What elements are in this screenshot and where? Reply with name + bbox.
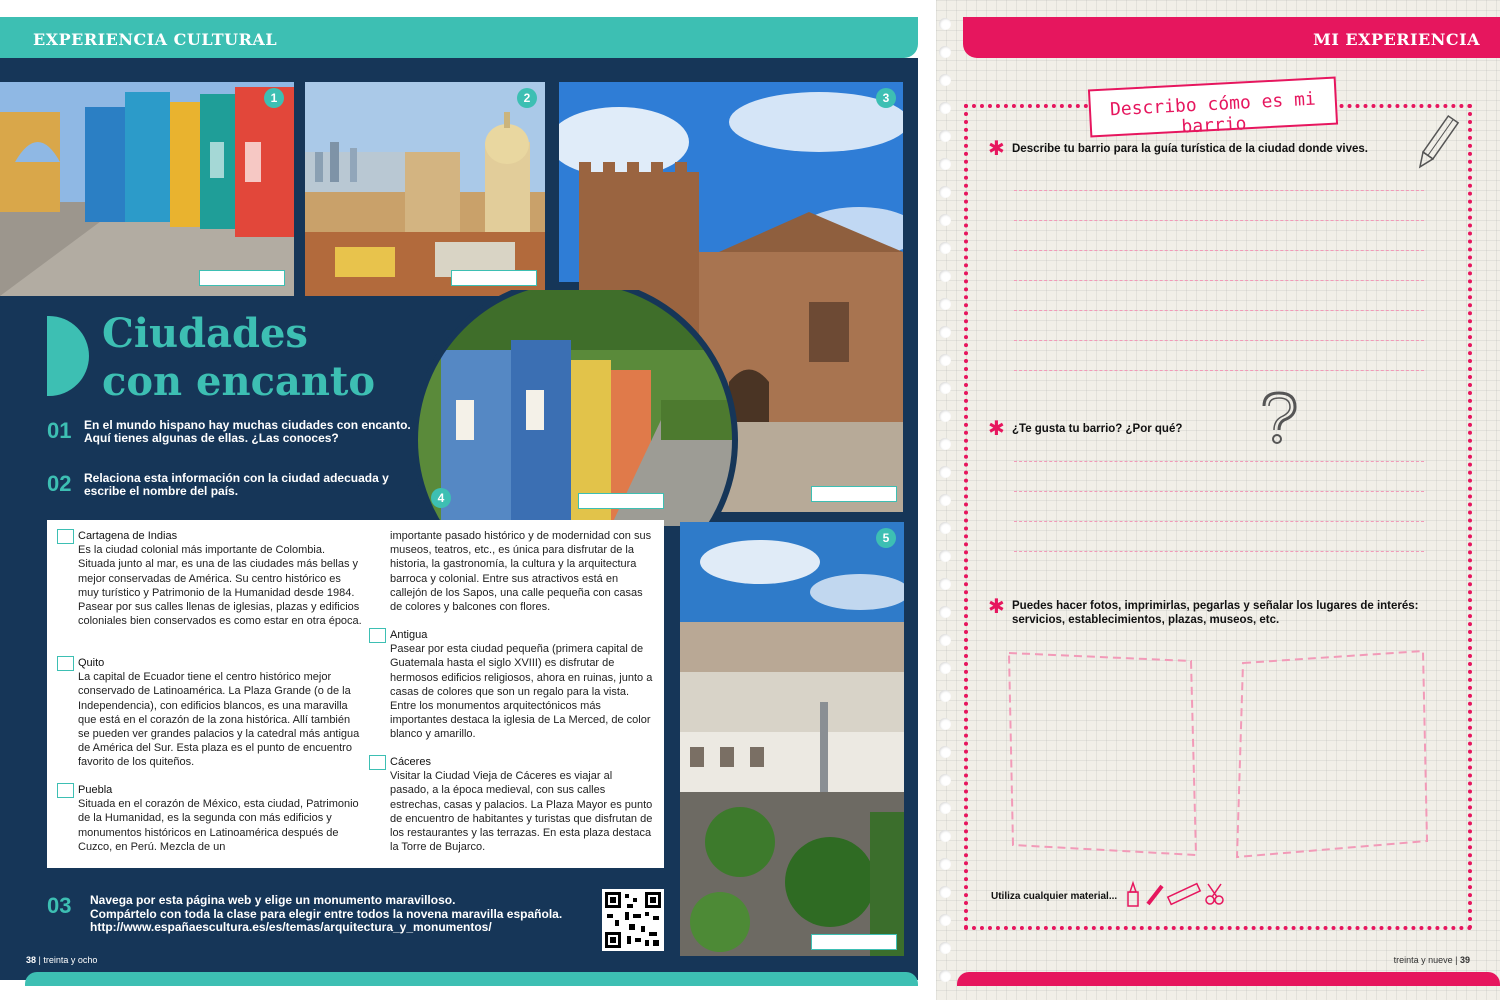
page-separator: | bbox=[1455, 955, 1460, 965]
city-entry-cartagena bbox=[78, 529, 363, 628]
city-entry-caceres bbox=[390, 755, 654, 854]
spiral-hole bbox=[939, 382, 951, 394]
qr-code-icon[interactable] bbox=[602, 889, 664, 951]
prompt-like-neighborhood: ¿Te gusta tu barrio? ¿Por qué? bbox=[1012, 423, 1183, 435]
spiral-hole bbox=[939, 886, 951, 898]
writing-line[interactable] bbox=[1014, 491, 1424, 492]
photo-number-4: 4 bbox=[431, 488, 451, 508]
city-entry-antigua bbox=[390, 628, 654, 742]
writing-line[interactable] bbox=[1014, 340, 1424, 341]
city-entry-puebla bbox=[78, 783, 363, 854]
checkbox-quito[interactable] bbox=[57, 656, 74, 671]
checkbox-puebla[interactable] bbox=[57, 783, 74, 798]
city-description: importante pasado histórico y de modernidad con sus museos, teatros, etc., es única para disfrutar de la historia, la gastronomía, la cultura y la arquitectura barroca y colonial. Entre sus atractivos está en callejón de los Sapos, una calle pequeña con casas de colores y balcones con flores. bbox=[390, 530, 652, 614]
photo-number-1: 1 bbox=[264, 88, 284, 108]
page-words: treinta y nueve bbox=[1393, 955, 1453, 965]
prompt-photos-line-2: servicios, establecimientos, plazas, museos, etc. bbox=[1012, 614, 1280, 626]
notebook-spiral bbox=[936, 0, 954, 1000]
spiral-hole bbox=[939, 494, 951, 506]
spiral-hole bbox=[939, 102, 951, 114]
city-description: Pasear por esta ciudad pequeña (primera capital de Guatemala hasta el siglo XVIII) es disfrutar de hermosos edificios religiosos, ahora en ruinas, junto a casas de colores que son un regalo para la vista. Entre los monumentos arquitectónicos más importantes destaca la iglesia de La Merced, de color blanco y amarillo. bbox=[390, 643, 653, 741]
materials-label: Utiliza cualquier material... bbox=[991, 891, 1118, 902]
spiral-hole bbox=[939, 858, 951, 870]
writing-line[interactable] bbox=[1014, 220, 1424, 221]
task-03-line-2: Compártelo con toda la clase para elegir entre todos la novena maravilla española. bbox=[90, 906, 563, 921]
photo-1-answer-field[interactable] bbox=[199, 270, 285, 286]
checkbox-cartagena[interactable] bbox=[57, 529, 74, 544]
page-footer-right bbox=[1394, 955, 1470, 965]
bottom-strip bbox=[25, 972, 918, 986]
title-line-2: con encanto bbox=[102, 358, 376, 405]
city-name: Cartagena de Indias bbox=[78, 530, 178, 542]
task-number-03: 03 bbox=[47, 893, 72, 918]
spiral-hole bbox=[939, 606, 951, 618]
pencil-icon bbox=[1411, 112, 1461, 176]
materials-icons bbox=[1124, 880, 1226, 908]
city-description: Visitar la Ciudad Vieja de Cáceres es viajar al pasado, a la época medieval, con sus calles estrechas, casas y palacios. La Plaza Mayor es punto de encuentro de habitantes y turistas que disfrutan de los restaurantes y las terrazas. En esta plaza destaca la Torre de Bujarco. bbox=[390, 770, 653, 854]
city-name: Cáceres bbox=[390, 756, 431, 768]
photo-number-5: 5 bbox=[876, 528, 896, 548]
spiral-hole bbox=[939, 410, 951, 422]
spiral-hole bbox=[939, 746, 951, 758]
task-text-02 bbox=[84, 472, 424, 498]
spiral-hole bbox=[939, 578, 951, 590]
city-name: Puebla bbox=[78, 784, 113, 796]
ruler-icon bbox=[1168, 884, 1200, 905]
city-entry-quito bbox=[78, 656, 363, 770]
scissors-icon bbox=[1206, 884, 1223, 904]
photo-puebla bbox=[411, 290, 739, 526]
task-text-03 bbox=[90, 894, 562, 935]
photo-cartagena bbox=[305, 82, 545, 296]
photo-3-answer-field[interactable] bbox=[811, 486, 897, 502]
pencil-small-icon bbox=[1148, 886, 1162, 904]
photo-antigua bbox=[0, 82, 294, 296]
spiral-hole bbox=[939, 690, 951, 702]
exercise-ribbon bbox=[1088, 77, 1338, 138]
photo-number-2: 2 bbox=[517, 88, 537, 108]
spiral-hole bbox=[939, 354, 951, 366]
page-number: 38 bbox=[26, 955, 37, 965]
task-02-line-1: Relaciona esta información con la ciudad adecuada y bbox=[84, 471, 389, 485]
photo-quito bbox=[680, 522, 904, 956]
task-01-line-2: Aquí tienes algunas de ellas. ¿Las conoces? bbox=[84, 431, 339, 445]
writing-line[interactable] bbox=[1014, 461, 1424, 462]
task-number-01: 01 bbox=[47, 418, 72, 443]
star-icon: ✱ bbox=[988, 594, 1005, 618]
city-descriptions-panel bbox=[47, 520, 664, 868]
section-banner bbox=[963, 17, 1500, 58]
glue-icon bbox=[1128, 883, 1138, 906]
task-02-line-2: escribe el nombre del país. bbox=[84, 484, 239, 498]
checkbox-antigua[interactable] bbox=[369, 628, 386, 643]
spiral-hole bbox=[939, 774, 951, 786]
spiral-hole bbox=[939, 662, 951, 674]
section-banner bbox=[0, 17, 918, 58]
spiral-hole bbox=[939, 718, 951, 730]
title-line-1: Ciudades bbox=[102, 310, 308, 357]
right-page bbox=[936, 0, 1500, 1000]
spiral-hole bbox=[939, 550, 951, 562]
prompt-photos-line-1: Puedes hacer fotos, imprimirlas, pegarlas y señalar los lugares de interés: bbox=[1012, 600, 1419, 612]
task-03-line-1: Navega por esta página web y elige un monumento maravilloso. bbox=[90, 893, 456, 907]
spiral-hole bbox=[939, 214, 951, 226]
photo-4-answer-field[interactable] bbox=[578, 493, 664, 509]
spiral-hole bbox=[939, 634, 951, 646]
page-words: treinta y ocho bbox=[43, 955, 98, 965]
spiral-hole bbox=[939, 18, 951, 30]
page-footer-left bbox=[26, 955, 97, 965]
star-icon: ✱ bbox=[988, 416, 1005, 440]
writing-line[interactable] bbox=[1014, 280, 1424, 281]
checkbox-caceres[interactable] bbox=[369, 755, 386, 770]
spiral-hole bbox=[939, 186, 951, 198]
city-description: La capital de Ecuador tiene el centro histórico mejor conservado de Latinoamérica. La Plaza Grande (o de la Independencia), con edificios blancos, es una maravilla que está en el corazón de la zona histórica. Allí también se pueden ver grandes palacios y la catedral más antigua de América del Sur. Esta plaza es el punto de encuentro favorito de los quiteños. bbox=[78, 671, 360, 769]
spiral-hole bbox=[939, 942, 951, 954]
spiral-hole bbox=[939, 298, 951, 310]
task-text-01 bbox=[84, 419, 424, 445]
spiral-hole bbox=[939, 242, 951, 254]
spiral-hole bbox=[939, 830, 951, 842]
photo-placeholder-1[interactable] bbox=[1001, 645, 1201, 865]
question-mark-icon bbox=[1258, 390, 1300, 446]
spiral-hole bbox=[939, 326, 951, 338]
task-number-02: 02 bbox=[47, 471, 72, 496]
prompt-describe: Describe tu barrio para la guía turística de la ciudad donde vives. bbox=[1012, 143, 1368, 155]
spiral-hole bbox=[939, 158, 951, 170]
spiral-hole bbox=[939, 438, 951, 450]
spiral-hole bbox=[939, 130, 951, 142]
city-entry-puebla-continued bbox=[390, 529, 654, 614]
page-title bbox=[102, 310, 375, 406]
writing-line[interactable] bbox=[1014, 250, 1424, 251]
photo-number-3: 3 bbox=[876, 88, 896, 108]
writing-line[interactable] bbox=[1014, 190, 1424, 191]
writing-line[interactable] bbox=[1014, 551, 1424, 552]
page-number: 39 bbox=[1459, 955, 1470, 965]
writing-line[interactable] bbox=[1014, 370, 1424, 371]
section-title: MI EXPERIENCIA bbox=[1313, 30, 1480, 49]
city-name: Quito bbox=[78, 657, 105, 669]
writing-line[interactable] bbox=[1014, 310, 1424, 311]
spiral-hole bbox=[939, 270, 951, 282]
city-description: Es la ciudad colonial más importante de Colombia. Situada junto al mar, es una de las ciudades más bellas y mejor conservadas de América. Su centro histórico es muy turístico y Patrimonio de la Humanidad desde 1984. Pasear por sus calles llenas de iglesias, plazas y edificios coloniales bien conservados es como estar en otra época. bbox=[78, 544, 362, 628]
spiral-hole bbox=[939, 466, 951, 478]
photo-5-answer-field[interactable] bbox=[811, 934, 897, 950]
monument-website-link[interactable]: http://www.españaescultura.es/es/temas/arquitectura_y_monumentos/ bbox=[90, 920, 492, 934]
spiral-hole bbox=[939, 914, 951, 926]
spiral-hole bbox=[939, 522, 951, 534]
city-name: Antigua bbox=[390, 629, 428, 641]
photo-placeholder-2[interactable] bbox=[1231, 645, 1431, 865]
spiral-hole bbox=[939, 46, 951, 58]
bottom-strip bbox=[957, 972, 1500, 986]
spiral-hole bbox=[939, 970, 951, 982]
section-title: EXPERIENCIA CULTURAL bbox=[33, 30, 278, 49]
ribbon-title: Describo cómo es mi barrio bbox=[1109, 88, 1317, 138]
city-description: Situada en el corazón de México, esta ciudad, Patrimonio de la Humanidad, es la segunda con más edificios y monumentos históricos en Latinoamérica después de Cuzco, en Perú. Mezcla de un bbox=[78, 798, 359, 853]
writing-line[interactable] bbox=[1014, 521, 1424, 522]
photo-2-answer-field[interactable] bbox=[451, 270, 537, 286]
task-01-line-1: En el mundo hispano hay muchas ciudades con encanto. bbox=[84, 418, 411, 432]
spiral-hole bbox=[939, 74, 951, 86]
star-icon: ✱ bbox=[988, 136, 1005, 160]
spiral-hole bbox=[939, 802, 951, 814]
prompt-photos bbox=[1012, 599, 1419, 627]
page-separator: | bbox=[38, 955, 44, 965]
